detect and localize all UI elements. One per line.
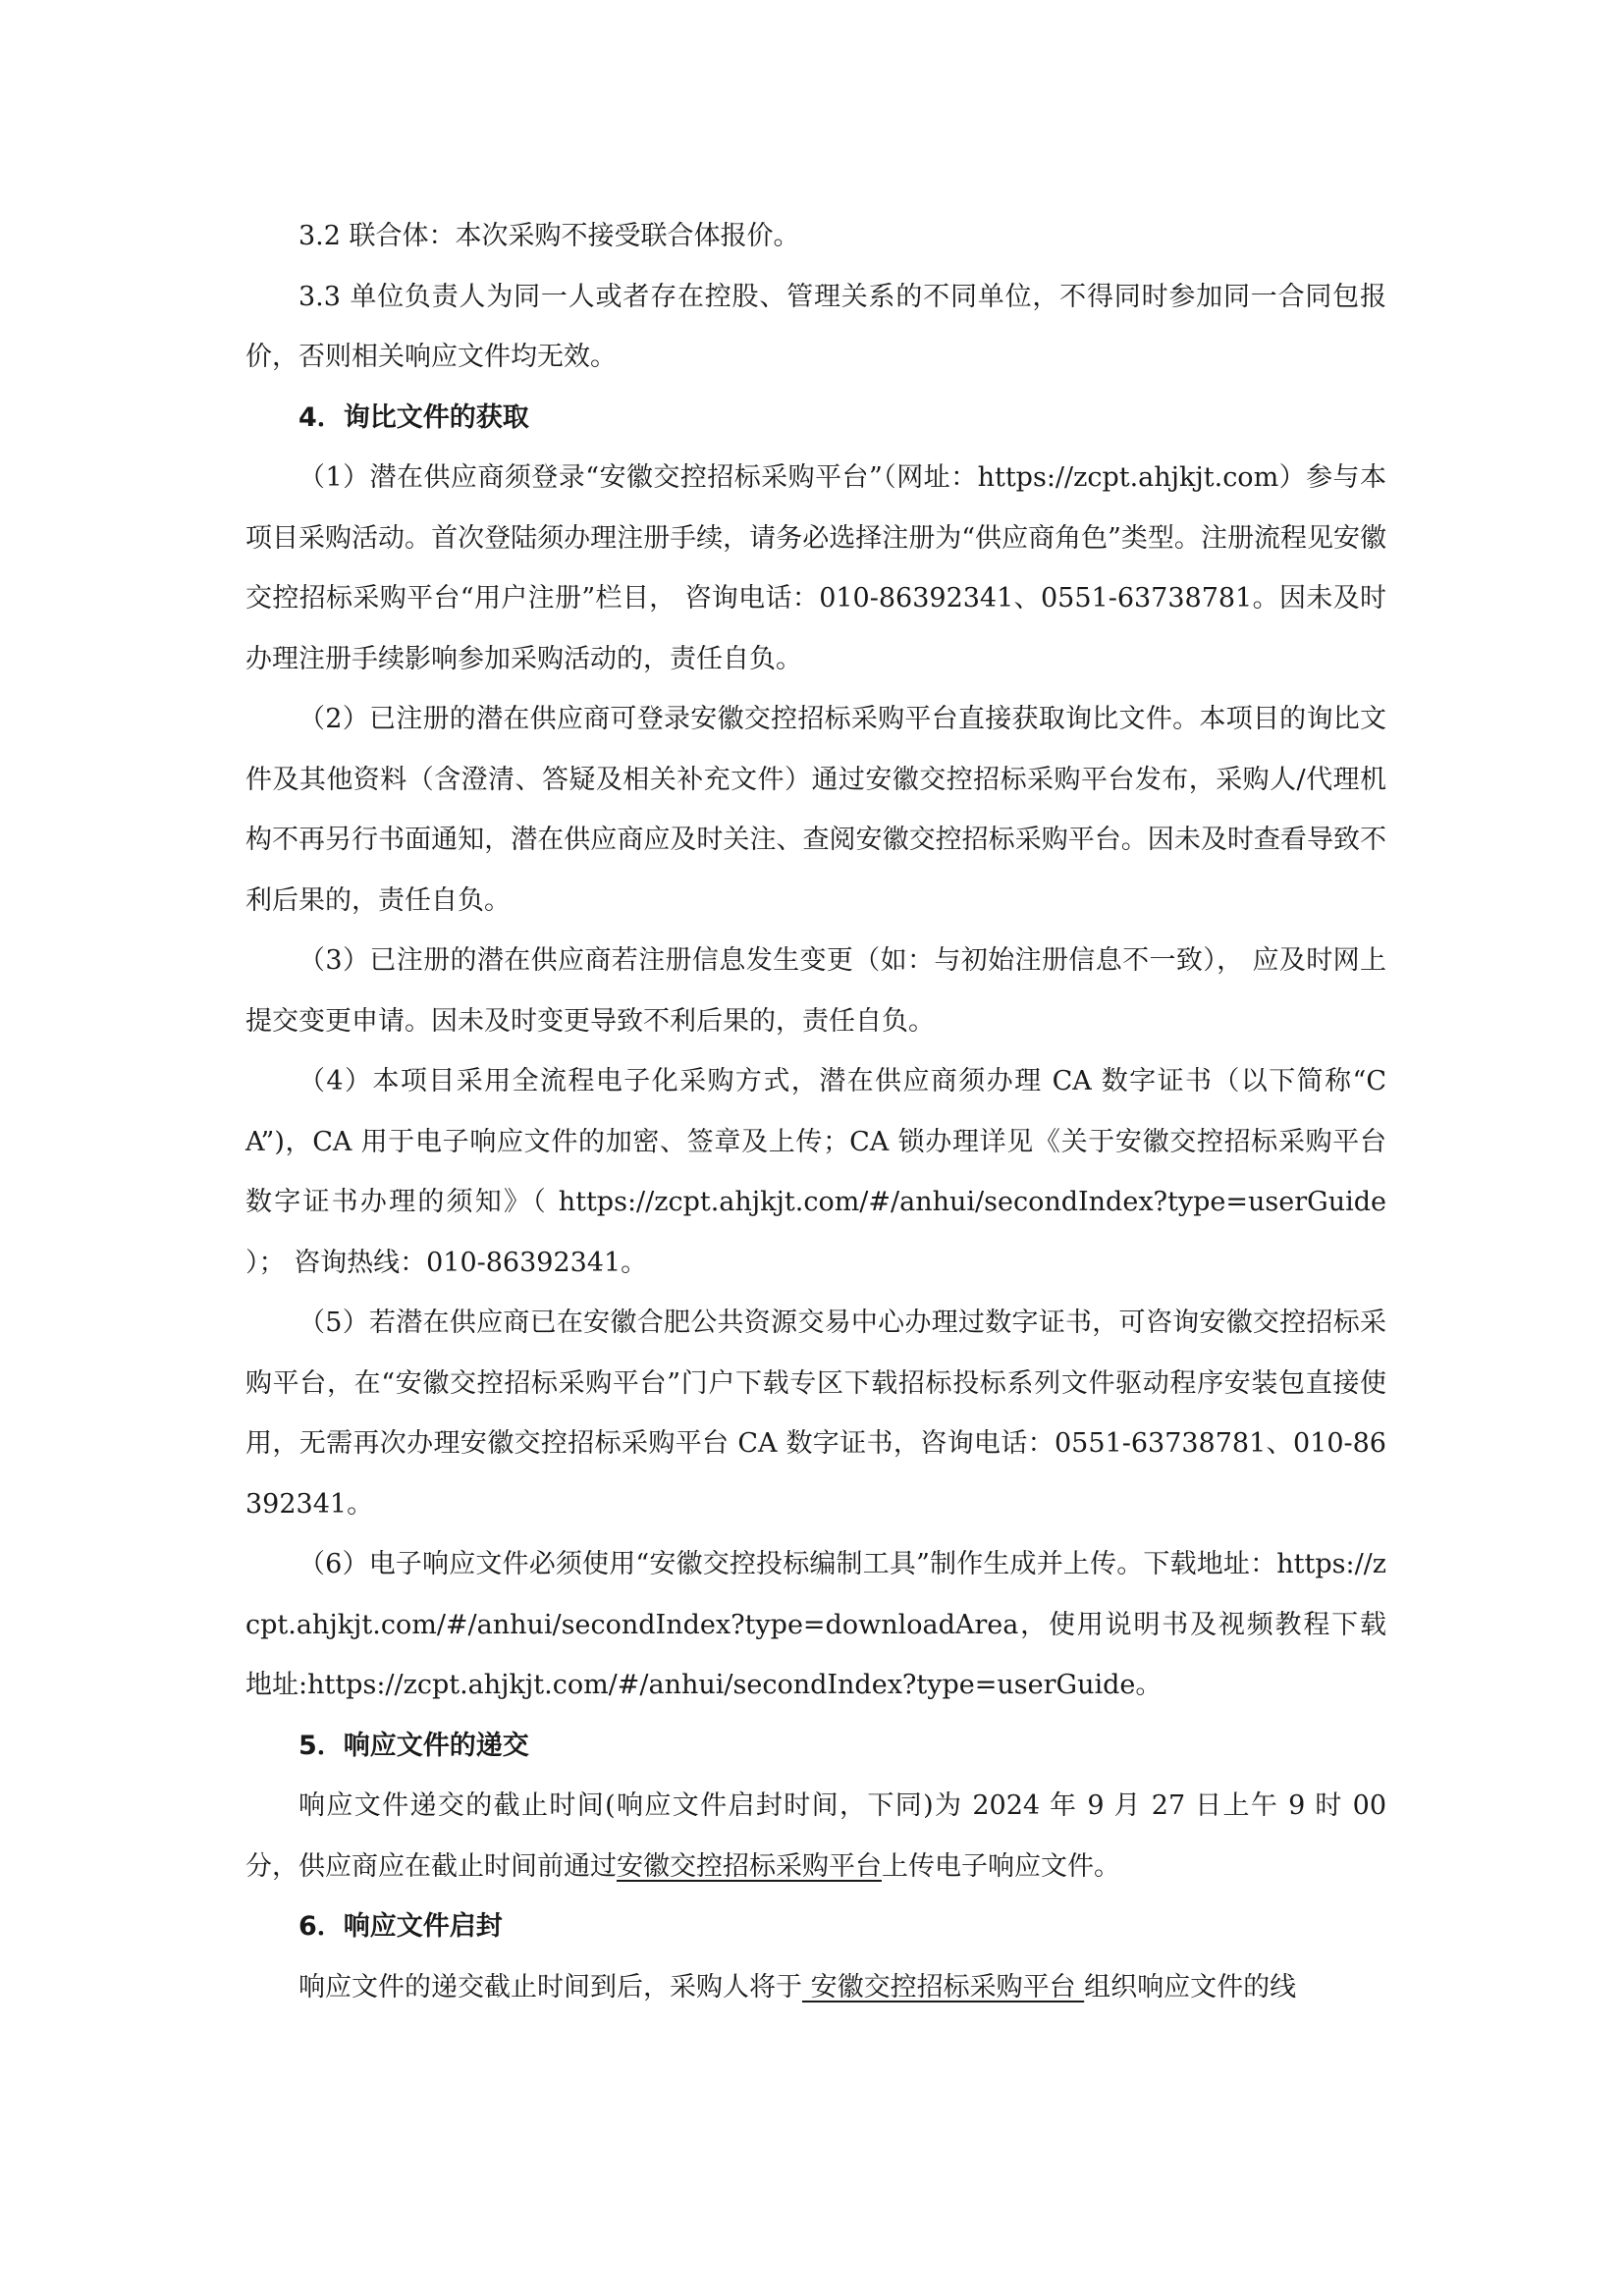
- document-page: [245, 206, 1386, 2017]
- section-heading-4: 4．询比文件的获取: [298, 401, 529, 433]
- paragraph-4-6: （6）电子响应文件必须使用“安徽交控投标编制工具”制作生成并上传。下载地址：https://zcpt.ahjkjt.com/#/anhui/secondIndex?type=downloadArea，使用说明书及视频教程下载地址:https://zcpt.ahjkjt.com/#/anhui/secondIndex?type=userGuide。: [245, 1549, 1386, 1700]
- paragraph-5: [245, 1776, 1386, 1896]
- paragraph-4-3: （3）已注册的潜在供应商若注册信息发生变更（如：与初始注册信息不一致）， 应及时网上提交变更申请。因未及时变更导致不利后果的，责任自负。: [245, 945, 1386, 1037]
- paragraph-4-5: （5）若潜在供应商已在安徽合肥公共资源交易中心办理过数字证书，可咨询安徽交控招标采购平台，在“安徽交控招标采购平台”门户下载专区下载招标投标系列文件驱动程序安装包直接使用，无需再次办理安徽交控招标采购平台 CA 数字证书，咨询电话：0551-63738781、010-86392341。: [245, 1308, 1386, 1520]
- paragraph-5-text-a: 响应文件递交的截止时间(响应文件启封时间，下同)为 2024 年 9 月 27 日上午 9 时 00 分，供应商应在截止时间前通过: [245, 1790, 1386, 1882]
- paragraph-4-1: （1）潜在供应商须登录“安徽交控招标采购平台”（网址：https://zcpt.ahjkjt.com）参与本项目采购活动。首次登陆须办理注册手续，请务必选择注册为“供应商角色”类型。注册流程见安徽交控招标采购平台“用户注册”栏目， 咨询电话：010-86392341、0551-63738781。因未及时办理注册手续影响参加采购活动的，责任自负。: [245, 462, 1386, 674]
- paragraph-6-text-a: 响应文件的递交截止时间到后，采购人将于: [298, 1971, 802, 2002]
- paragraph-6: [245, 1957, 1386, 2018]
- section-heading-6: 6．响应文件启封: [298, 1911, 503, 1942]
- platform-name-underlined: 安徽交控招标采购平台: [617, 1850, 882, 1882]
- section-heading-5: 5．响应文件的递交: [298, 1730, 529, 1761]
- paragraph-3-2: 3.2 联合体：本次采购不接受联合体报价。: [298, 221, 800, 251]
- paragraph-6-text-b: 组织响应文件的线: [1084, 1971, 1297, 2002]
- platform-name-underlined-2: 安徽交控招标采购平台: [802, 1971, 1085, 2002]
- paragraph-4-4: （4）本项目采用全流程电子化采购方式，潜在供应商须办理 CA 数字证书（以下简称“CA”)，CA 用于电子响应文件的加密、签章及上传；CA 锁办理详见《关于安徽交控招标采购平台数字证书办理的须知》（ https://zcpt.ahjkjt.com/#/anhui/secondIndex?type=userGuide ）； 咨询热线：010-86392341。: [245, 1066, 1386, 1278]
- paragraph-4-2: （2）已注册的潜在供应商可登录安徽交控招标采购平台直接获取询比文件。本项目的询比文件及其他资料（含澄清、答疑及相关补充文件）通过安徽交控招标采购平台发布，采购人/代理机构不再另行书面通知，潜在供应商应及时关注、查阅安徽交控招标采购平台。因未及时查看导致不利后果的，责任自负。: [245, 704, 1386, 916]
- paragraph-5-text-b: 上传电子响应文件。: [882, 1850, 1120, 1882]
- paragraph-3-3: 3.3 单位负责人为同一人或者存在控股、管理关系的不同单位，不得同时参加同一合同包报价，否则相关响应文件均无效。: [245, 281, 1386, 372]
